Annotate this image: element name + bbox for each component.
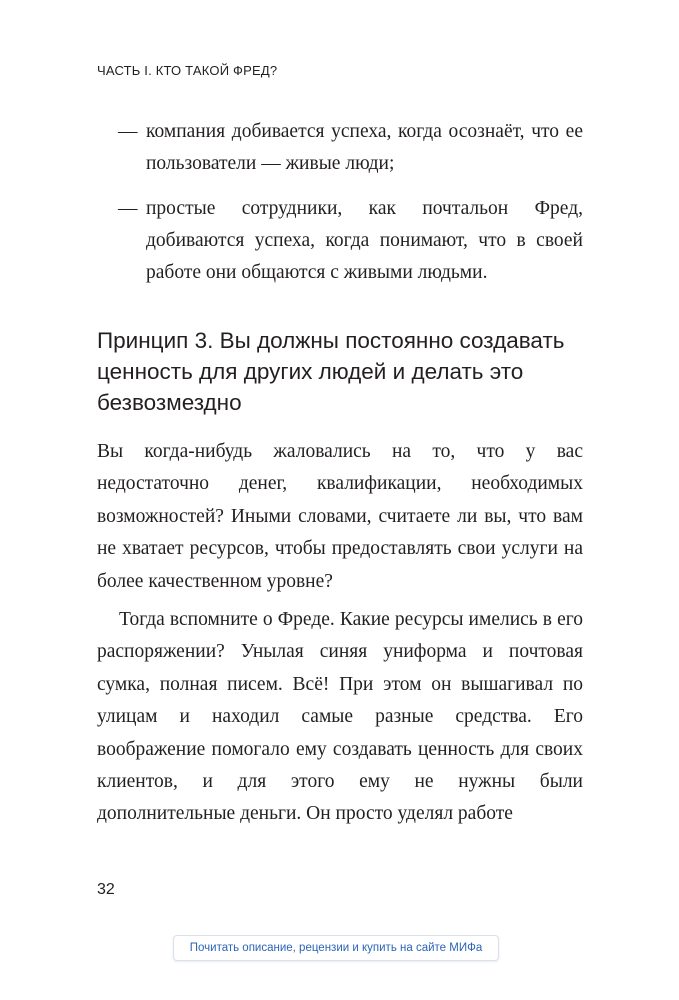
body-paragraph: Тогда вспомните о Фреде. Какие ресурсы имелись в его распоряжении? Унылая синяя униформа и почтовая сумка, полная писем. Всё! При этом он вышагивал по улицам и находил самые разные средства. Его воображение помогало ему создавать ценность для своих клиентов, и для этого ему не нужны были дополнительные деньги. Он просто уделял работе xyxy=(97,609,583,825)
page-number: 32 xyxy=(97,881,115,898)
section-heading xyxy=(97,325,583,418)
list-item-text: простые сотрудники, как почтальон Фред, добиваются успеха, когда понимают, что в своей работе они общаются с живыми людьми. xyxy=(146,198,583,283)
list-item-text: компания добивается успеха, когда осознаёт, что ее пользователи — живые люди; xyxy=(146,121,583,174)
bullet-list xyxy=(97,116,583,289)
body-paragraph: Вы когда-нибудь жаловались на то, что у вас недостаточно денег, квалификации, необходимых возможностей? Иными словами, считаете ли вы, что вам не хватает ресурсов, чтобы предоставлять свои услуги на более качественном уровне? xyxy=(97,441,583,592)
section-heading-line: ценность для других людей и делать это xyxy=(97,359,524,384)
dash-bullet: — xyxy=(118,121,138,142)
running-header: ЧАСТЬ I. КТО ТАКОЙ ФРЕД? xyxy=(97,63,278,78)
list-item xyxy=(97,116,583,180)
section-heading-line: Принцип 3. Вы должны постоянно создавать xyxy=(97,328,565,353)
section-heading-line: безвозмездно xyxy=(97,390,242,415)
dash-bullet: — xyxy=(118,198,138,219)
page-content xyxy=(97,116,583,831)
list-item xyxy=(97,193,583,289)
buy-book-link[interactable]: Почитать описание, рецензии и купить на сайте МИФа xyxy=(173,935,499,961)
